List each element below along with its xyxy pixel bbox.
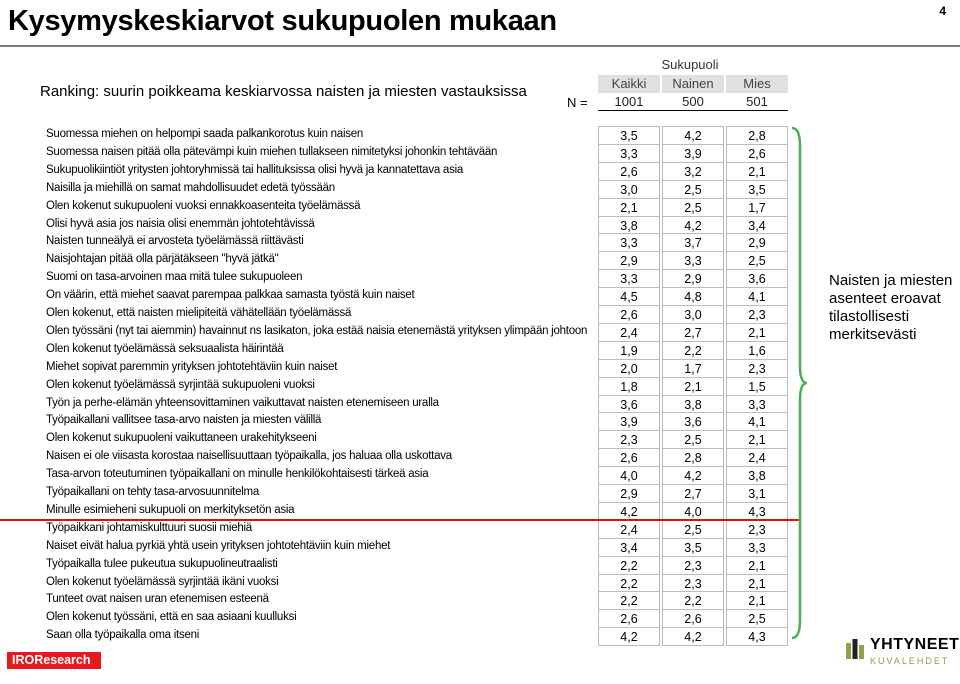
n-value-mies: 501 (746, 94, 768, 109)
value-nainen: 2,8 (684, 451, 702, 466)
iroresearch-logo: IROResearch (7, 652, 101, 669)
logo-mark-icon (845, 637, 865, 659)
n-label: N = (567, 95, 588, 110)
table-row (0, 556, 800, 574)
row-label: Suomessa miehen on helpompi saada palkankorotus kuin naisen (46, 128, 364, 140)
table-row (0, 233, 800, 251)
value-mies: 3,4 (748, 218, 766, 233)
value-kaikki: 2,6 (620, 612, 638, 627)
table-row (0, 484, 800, 502)
value-mies: 2,1 (748, 325, 766, 340)
value-nainen: 2,5 (684, 522, 702, 537)
value-kaikki: 3,5 (620, 129, 638, 143)
value-kaikki: 3,4 (620, 540, 638, 555)
table-row (0, 144, 800, 162)
yhtyneet-kuvalehdet-logo (845, 633, 960, 675)
row-label: Olen kokenut työelämässä syrjintää ikäni vuoksi (46, 575, 279, 588)
value-nainen: 2,1 (684, 379, 702, 394)
row-label: Työpaikalla tulee pukeutua sukupuolineutraalisti (46, 557, 278, 570)
column-header-mies: Mies (726, 75, 788, 93)
value-mies: 3,3 (748, 397, 766, 412)
value-mies: 3,8 (748, 469, 766, 484)
table-row (0, 574, 800, 592)
table-row (0, 430, 800, 448)
value-kaikki: 2,9 (620, 254, 638, 269)
value-kaikki: 2,2 (620, 594, 638, 609)
logo-sub-text: KUVALEHDET (870, 656, 950, 666)
table-row (0, 126, 800, 144)
n-value-kaikki: 1001 (614, 94, 644, 109)
value-kaikki: 2,6 (620, 451, 638, 466)
table-row (0, 538, 800, 556)
row-label: Sukupuolikiintiöt yritysten johtoryhmissä tai hallituksissa olisi hyvä ja kannatettava asia (46, 163, 464, 176)
value-nainen: 3,2 (684, 164, 702, 179)
value-mies: 4,3 (748, 630, 766, 645)
row-label: Naisen ei ole viisasta korostaa naisellisuuttaan työpaikalla, jos haluaa olla uskottava (46, 450, 452, 463)
row-label: Työpaikkani johtamiskulttuuri suosii miehiä (46, 521, 252, 534)
value-nainen: 4,8 (684, 290, 702, 305)
value-nainen: 2,6 (684, 612, 702, 627)
table-row (0, 341, 800, 359)
value-kaikki: 2,1 (620, 200, 638, 215)
value-nainen: 3,0 (684, 308, 702, 322)
table-row (0, 502, 800, 520)
value-kaikki: 3,6 (620, 397, 638, 412)
row-label: Työn ja perhe-elämän yhteensovittaminen vaikuttavat naisten etenemiseen uralla (46, 396, 439, 409)
value-nainen: 2,9 (684, 272, 702, 287)
value-kaikki: 4,0 (620, 469, 638, 484)
significance-bracket (790, 126, 808, 640)
value-mies: 4,1 (748, 415, 766, 430)
value-nainen: 3,5 (684, 540, 702, 555)
group-label: Sukupuoli (661, 57, 719, 72)
value-kaikki: 2,3 (620, 433, 638, 448)
row-label: Olen kokenut sukupuoleni vuoksi ennakkoasenteita työelämässä (46, 199, 361, 212)
value-kaikki: 3,3 (620, 272, 638, 287)
table-row (0, 377, 800, 395)
value-mies: 2,8 (748, 129, 766, 143)
value-nainen: 2,5 (684, 182, 702, 197)
value-mies: 4,1 (748, 290, 766, 305)
value-nainen: 4,2 (684, 218, 702, 233)
value-nainen: 4,0 (684, 504, 702, 519)
value-nainen: 1,7 (684, 361, 702, 376)
table-row (0, 520, 800, 538)
table-row (0, 180, 800, 198)
page-title: Kysymyskeskiarvot sukupuolen mukaan (8, 5, 557, 37)
value-mies: 2,5 (748, 612, 766, 627)
value-kaikki: 2,2 (620, 576, 638, 591)
value-nainen: 3,6 (684, 415, 702, 430)
table-row (0, 269, 800, 287)
value-mies: 3,1 (748, 487, 766, 501)
value-nainen: 2,5 (684, 200, 702, 215)
value-kaikki: 4,2 (620, 630, 638, 645)
table-row (0, 323, 800, 341)
page-number: 4 (939, 4, 946, 18)
value-nainen: 3,9 (684, 146, 702, 161)
value-nainen: 4,2 (684, 630, 702, 645)
value-nainen: 2,7 (684, 487, 702, 501)
value-kaikki: 3,9 (620, 415, 638, 430)
table-row (0, 591, 800, 609)
row-label: Naisilla ja miehillä on samat mahdollisuudet edetä työssään (46, 181, 335, 194)
row-label: Olen kokenut, että naisten mielipiteitä vähätellään työelämässä (46, 307, 352, 319)
table-row (0, 412, 800, 430)
value-nainen: 3,8 (684, 397, 702, 412)
table-row (0, 198, 800, 216)
row-label: Miehet sopivat paremmin yrityksen johtotehtäviin kuin naiset (46, 360, 338, 373)
value-mies: 3,6 (748, 272, 766, 287)
table-subtitle: Ranking: suurin poikkeama keskiarvossa naisten ja miesten vastauksissa (40, 83, 527, 100)
value-mies: 3,5 (748, 182, 766, 197)
logo-main-text: YHTYNEET (870, 636, 960, 653)
row-label: Saan olla työpaikalla oma itseni (46, 629, 200, 642)
table-row (0, 305, 800, 323)
row-label: Olen kokenut sukupuoleni vaikuttaneen urakehitykseeni (46, 432, 317, 445)
table-row (0, 251, 800, 269)
header-rule (598, 110, 788, 111)
value-kaikki: 1,8 (620, 379, 638, 394)
value-nainen: 2,5 (684, 433, 702, 448)
highlight-line (0, 519, 800, 521)
significance-note: Naisten ja miesten asenteet eroavat tilastollisesti merkitsevästi (829, 272, 953, 343)
value-kaikki: 2,0 (620, 361, 638, 376)
value-mies: 2,3 (748, 308, 766, 322)
row-label: Tunteet ovat naisen uran etenemisen esteenä (46, 593, 269, 606)
value-mies: 2,4 (748, 451, 766, 466)
table-row (0, 287, 800, 305)
value-kaikki: 2,2 (620, 558, 638, 573)
value-nainen: 3,7 (684, 236, 702, 251)
table-row (0, 216, 800, 234)
value-mies: 1,5 (748, 379, 766, 394)
value-mies: 1,7 (748, 200, 766, 215)
row-label: On väärin, että miehet saavat parempaa palkkaa samasta työstä kuin naiset (46, 289, 415, 302)
value-kaikki: 2,6 (620, 164, 638, 179)
table-row (0, 627, 800, 645)
value-mies: 2,5 (748, 254, 766, 269)
table-row (0, 359, 800, 377)
value-mies: 2,3 (748, 361, 766, 376)
row-label: Naisten tunneälyä ei arvosteta työelämässä riittävästi (46, 235, 304, 248)
value-mies: 2,1 (748, 576, 766, 591)
row-label: Olen työssäni (nyt tai aiemmin) havainnut ns lasikaton, joka estää naisia etenemästä yrityksen ylimpään johtoon (46, 324, 588, 337)
row-label: Olen kokenut työelämässä syrjintää sukupuoleni vuoksi (46, 378, 315, 391)
value-kaikki: 2,4 (620, 325, 638, 340)
value-kaikki: 3,3 (620, 236, 638, 251)
table-row (0, 466, 800, 484)
header-divider (0, 45, 960, 47)
row-label: Olen kokenut työssäni, että en saa asiaani kuulluksi (46, 611, 297, 624)
row-label: Suomi on tasa-arvoinen maa mitä tulee sukupuoleen (46, 271, 303, 284)
value-nainen: 3,3 (684, 254, 702, 269)
value-nainen: 4,2 (684, 129, 702, 143)
row-label: Naisjohtajan pitää olla pärjätäkseen "hyvä jätkä" (46, 253, 279, 266)
value-mies: 2,6 (748, 146, 766, 161)
value-kaikki: 1,9 (620, 343, 638, 358)
value-nainen: 2,3 (684, 558, 702, 573)
value-mies: 2,1 (748, 558, 766, 573)
value-nainen: 2,2 (684, 594, 702, 609)
row-label: Suomessa naisen pitää olla pätevämpi kuin miehen tullakseen nimitetyksi johonkin tehtävään (46, 145, 498, 158)
value-mies: 2,1 (748, 433, 766, 448)
row-label: Tasa-arvon toteutuminen työpaikallani on minulle henkilökohtaisesti tärkeä asia (46, 468, 429, 481)
value-kaikki: 3,0 (620, 182, 638, 197)
value-kaikki: 2,6 (620, 308, 638, 322)
row-label: Olisi hyvä asia jos naisia olisi enemmän johtotehtävissä (46, 217, 315, 230)
row-label: Työpaikallani on tehty tasa-arvosuunnitelma (46, 486, 259, 498)
n-value-nainen: 500 (682, 94, 704, 109)
value-nainen: 2,7 (684, 325, 702, 340)
value-mies: 1,6 (748, 343, 766, 358)
value-mies: 2,1 (748, 594, 766, 609)
table-row (0, 448, 800, 466)
value-kaikki: 4,5 (620, 290, 638, 305)
row-label: Olen kokenut työelämässä seksuaalista häirintää (46, 342, 284, 355)
value-mies: 2,9 (748, 236, 766, 251)
row-label: Naiset eivät halua pyrkiä yhtä usein yrityksen johtotehtäviin kuin miehet (46, 539, 391, 552)
value-kaikki: 3,3 (620, 146, 638, 161)
table-row (0, 162, 800, 180)
table-row (0, 609, 800, 627)
value-nainen: 2,3 (684, 576, 702, 591)
value-mies: 4,3 (748, 504, 766, 519)
value-kaikki: 2,9 (620, 487, 638, 501)
value-mies: 3,3 (748, 540, 766, 555)
value-kaikki: 2,4 (620, 522, 638, 537)
row-label: Minulle esimieheni sukupuoli on merkityksetön asia (46, 503, 295, 516)
value-nainen: 4,2 (684, 469, 702, 484)
row-label: Työpaikallani vallitsee tasa-arvo naisten ja miesten välillä (46, 414, 322, 427)
value-nainen: 2,2 (684, 343, 702, 358)
value-mies: 2,1 (748, 164, 766, 179)
table-row (0, 395, 800, 413)
column-header-nainen: Nainen (662, 75, 724, 93)
value-kaikki: 4,2 (620, 504, 638, 519)
value-kaikki: 3,8 (620, 218, 638, 233)
value-mies: 2,3 (748, 522, 766, 537)
column-header-kaikki: Kaikki (598, 75, 660, 93)
